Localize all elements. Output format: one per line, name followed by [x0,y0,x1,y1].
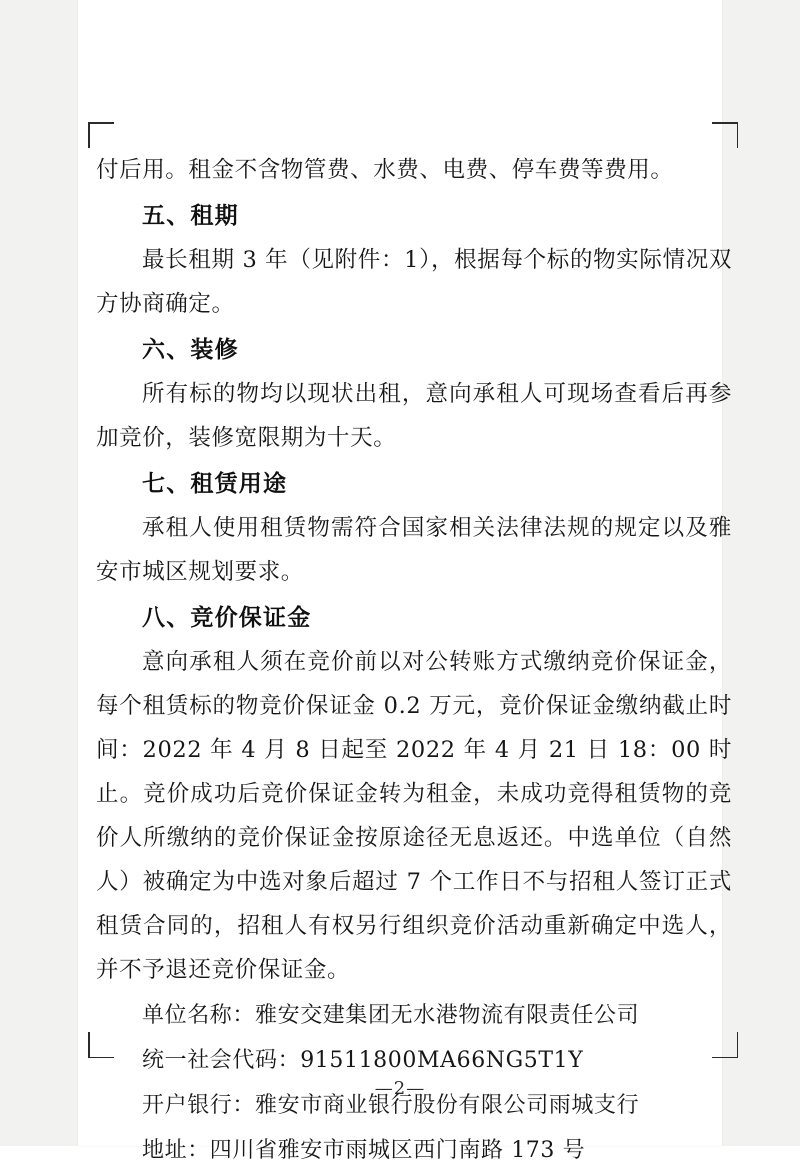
page-number: —2— [374,1078,426,1099]
page-left-margin [0,0,78,1146]
section-heading-eight: 八、竞价保证金 [142,604,312,631]
section-heading-five: 五、租期 [142,202,239,229]
crop-mark-top-left [88,122,114,148]
section-five-body: 最长租期 3 年（见附件：1），根据每个标的物实际情况双方协商确定。 [96,247,732,317]
section-eight-body: 意向承租人须在竞价前以对公转账方式缴纳竞价保证金，每个租赁标的物竞价保证金 0.2 万元，竞价保证金缴纳截止时间：2022 年 4 月 8 日起至 2022 年 4 月 21 日 18：00 时止。竞价成功后竞价保证金转为租金，未成功竞得租赁物的竞价人所缴纳的竞价保证金按原途径无息返还。中选单位（自然人）被确定为中选对象后超过 7 个工作日不与招租人签订正式租赁合同的，招租人有权另行组织竞价活动重新确定中选人，并不予退还竞价保证金。 [96,649,732,983]
bank-account-line: 开户银行：雅安市商业银行股份有限公司雨城支行 [142,1093,640,1118]
page-right-margin [722,0,800,1146]
section-seven-body: 承租人使用租赁物需符合国家相关法律法规的规定以及雅安市城区规划要求。 [96,515,732,585]
unified-social-credit-code-line: 统一社会代码：91511800MA66NG5T1Y [142,1048,584,1073]
section-heading-seven: 七、租赁用途 [142,470,288,497]
paragraph-continuation: 付后用。租金不含物管费、水费、电费、停车费等费用。 [96,157,674,183]
company-name-line: 单位名称：雅安交建集团无水港物流有限责任公司 [142,1003,640,1028]
section-six-body: 所有标的物均以现状出租，意向承租人可现场查看后再参加竞价，装修宽限期为十天。 [96,381,732,451]
section-heading-six: 六、装修 [142,336,239,363]
address-line: 地址：四川省雅安市雨城区西门南路 173 号 [142,1138,586,1163]
document-content [96,148,732,1173]
crop-mark-top-right [712,122,738,148]
